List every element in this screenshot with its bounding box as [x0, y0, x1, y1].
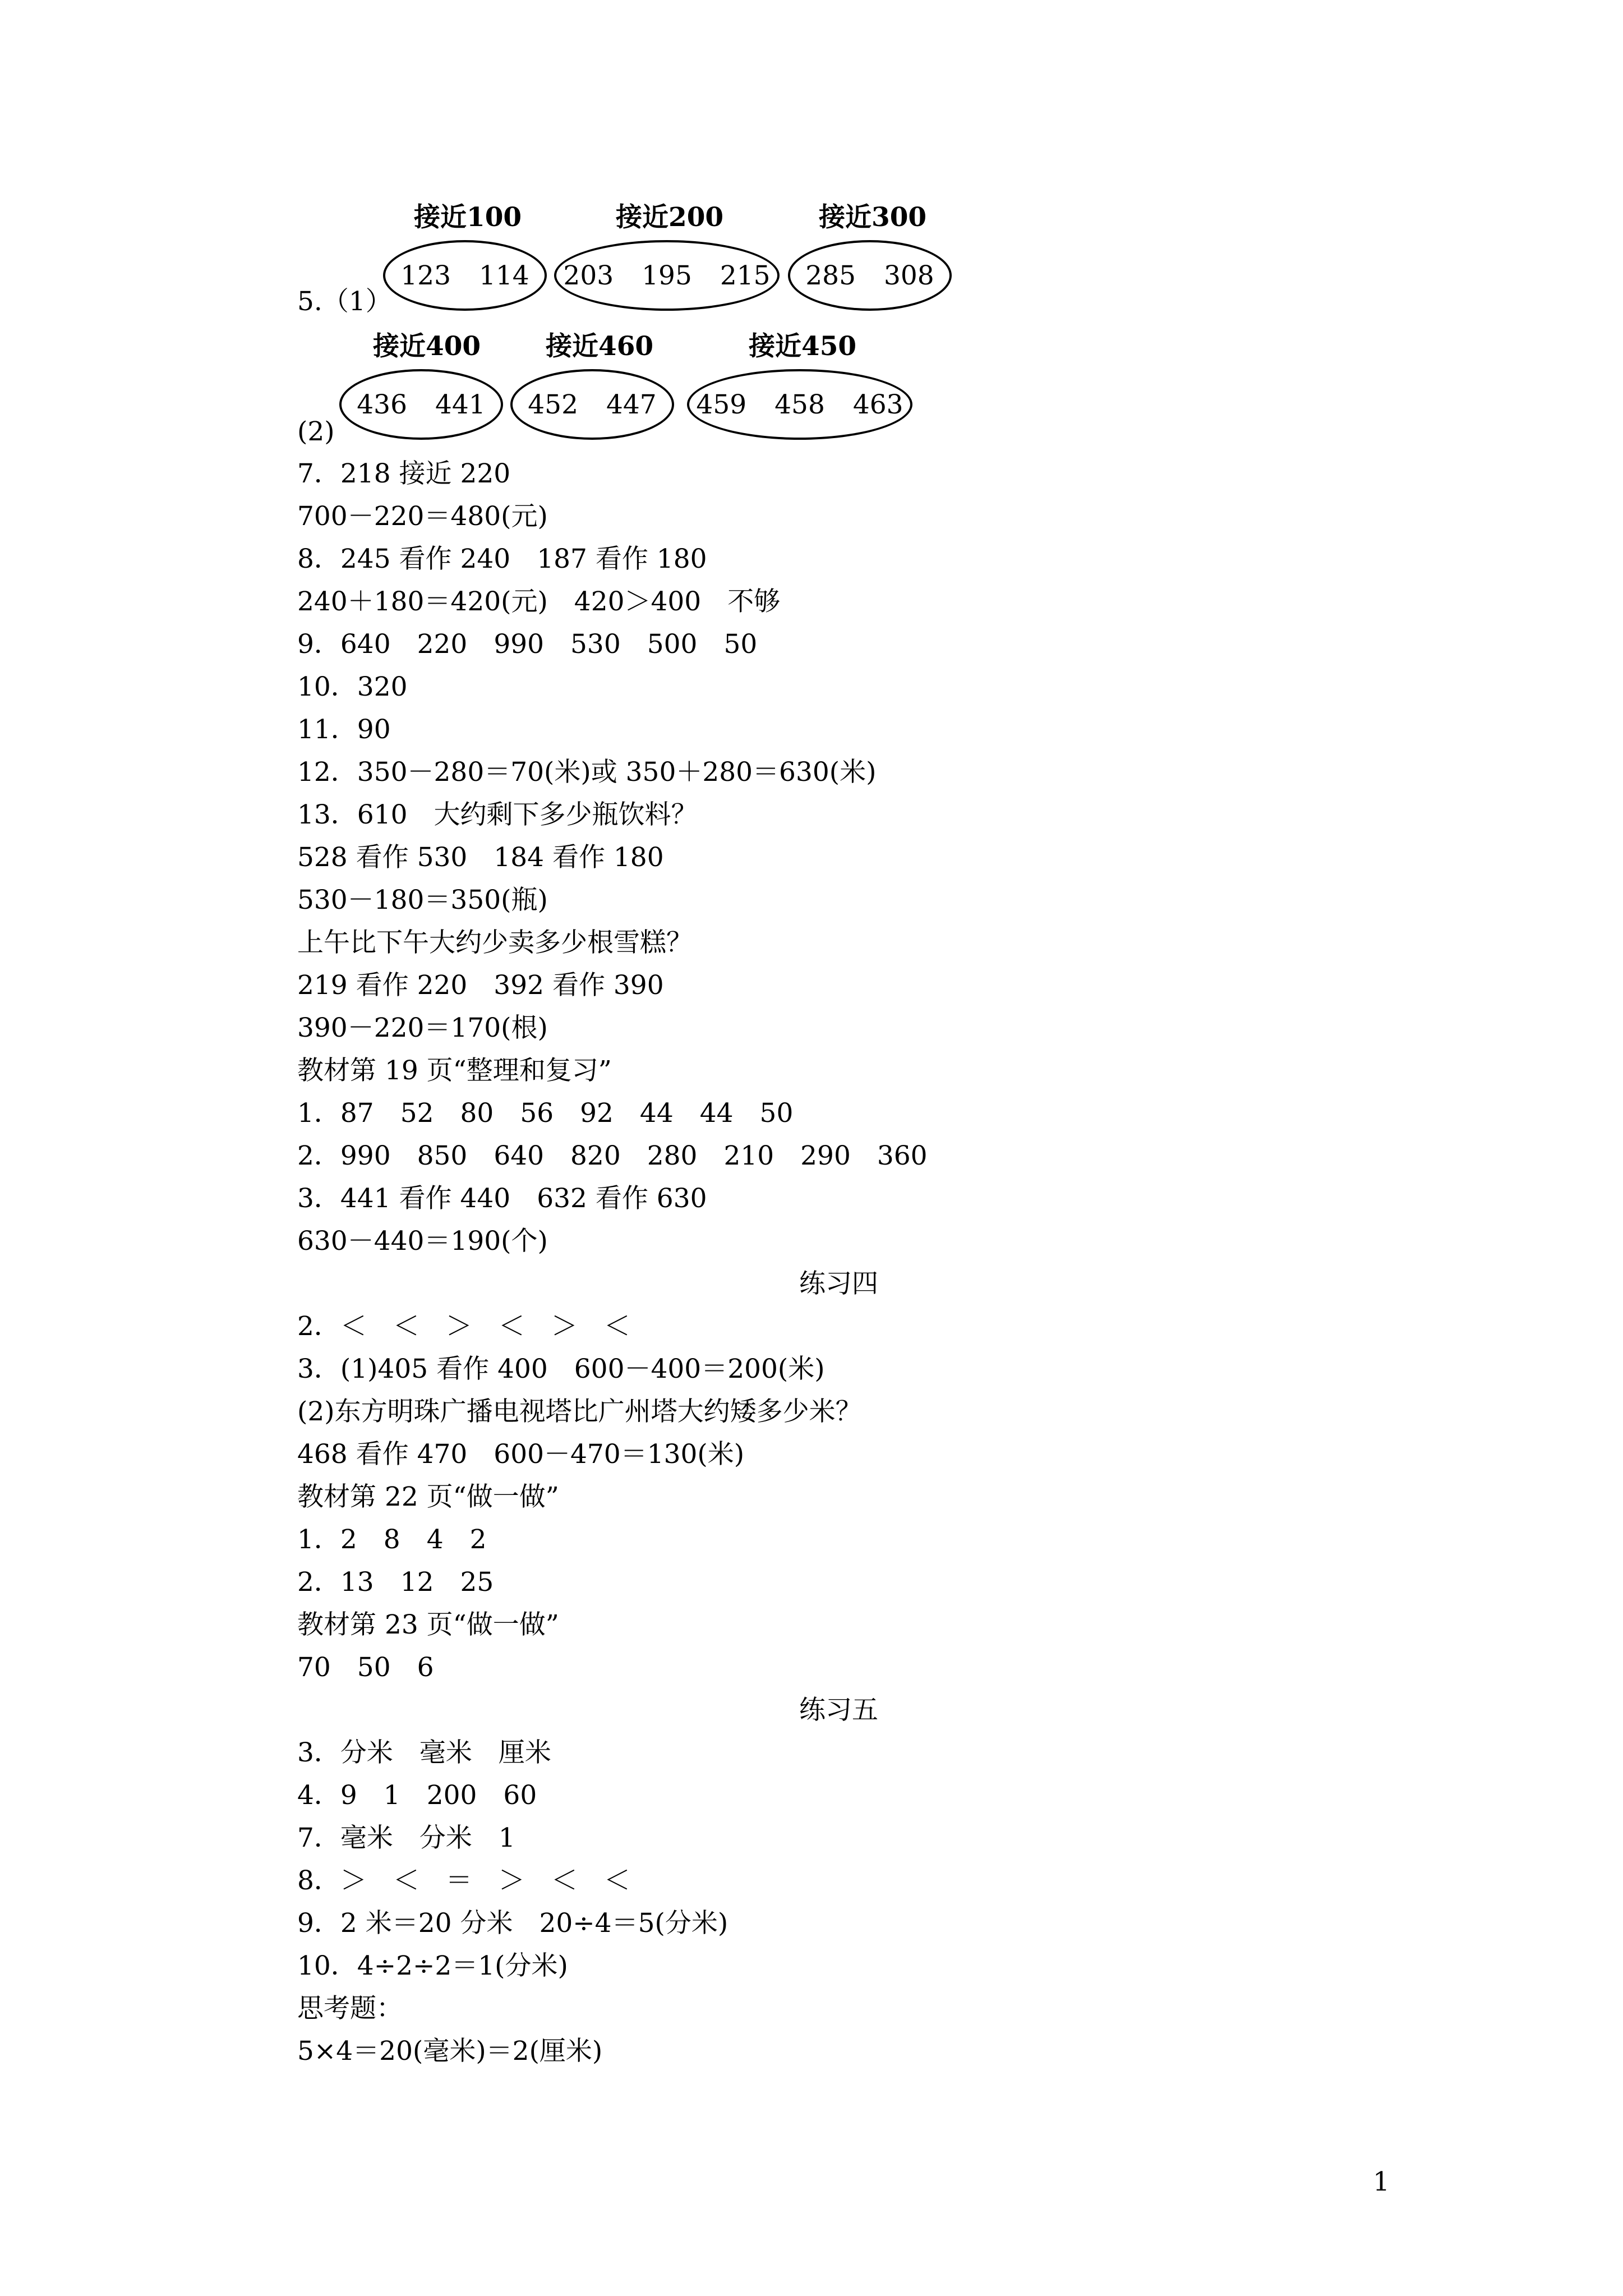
oval-number: 285	[805, 260, 856, 291]
answer-line: 528 看作 530 184 看作 180	[297, 842, 664, 873]
group-title: 接近200	[616, 202, 724, 233]
oval-number: 203	[563, 260, 614, 291]
group-title: 接近100	[414, 202, 522, 233]
answer-line: 3．441 看作 440 632 看作 630	[297, 1183, 707, 1214]
answer-line: 8．＞ ＜ ＝ ＞ ＜ ＜	[297, 1865, 630, 1896]
answer-line: 1．2 8 4 2	[297, 1524, 487, 1555]
page-number: 1	[1373, 2166, 1390, 2197]
answer-line: 教材第 23 页“做一做”	[297, 1609, 559, 1640]
answer-line: 3．分米 毫米 厘米	[297, 1737, 551, 1768]
answer-line: 9．2 米＝20 分米 20÷4＝5(分米)	[297, 1908, 728, 1939]
answer-line: 12．350－280＝70(米)或 350＋280＝630(米)	[297, 757, 877, 788]
answer-line: 530－180＝350(瓶)	[297, 885, 548, 915]
oval-number: 452	[528, 389, 578, 420]
item-label: 5.（1）	[297, 286, 392, 317]
oval-number: 441	[435, 389, 486, 420]
answer-line: 上午比下午大约少卖多少根雪糕？	[297, 927, 693, 958]
answer-line: 7．218 接近 220	[297, 458, 511, 489]
group-title: 接近450	[749, 331, 857, 362]
number-oval	[788, 240, 952, 311]
section-heading: 练习五	[799, 1695, 878, 1726]
oval-number: 447	[606, 389, 657, 420]
oval-number: 463	[852, 389, 903, 420]
oval-number: 436	[357, 389, 407, 420]
group-title: 接近300	[819, 202, 927, 233]
answer-line: 630－440＝190(个)	[297, 1226, 548, 1257]
group-title: 接近460	[546, 331, 654, 362]
answer-line: 教材第 19 页“整理和复习”	[297, 1055, 612, 1086]
oval-number: 195	[642, 260, 692, 291]
number-oval	[383, 240, 547, 311]
oval-number: 215	[720, 260, 771, 291]
answer-line: 8．245 看作 240 187 看作 180	[297, 544, 707, 574]
answer-line: (2)东方明珠广播电视塔比广州塔大约矮多少米？	[297, 1396, 862, 1427]
answer-line: 70 50 6	[297, 1652, 434, 1683]
oval-number: 458	[774, 389, 825, 420]
item-label: (2)	[297, 416, 335, 447]
answer-line: 3．(1)405 看作 400 600－400＝200(米)	[297, 1354, 825, 1384]
answer-line: 219 看作 220 392 看作 390	[297, 970, 664, 1001]
answer-line: 240＋180＝420(元) 420＞400 不够	[297, 586, 781, 617]
oval-number: 308	[884, 260, 934, 291]
answer-line: 10．4÷2÷2＝1(分米)	[297, 1950, 568, 1981]
answer-line: 2．990 850 640 820 280 210 290 360	[297, 1140, 928, 1171]
answer-line: 思考题：	[297, 1993, 403, 2024]
number-oval	[687, 369, 912, 440]
group-title: 接近400	[373, 331, 481, 362]
oval-number: 459	[696, 389, 747, 420]
section-heading: 练习四	[799, 1268, 878, 1299]
answer-line: 10．320	[297, 671, 408, 702]
answer-line: 教材第 22 页“做一做”	[297, 1481, 559, 1512]
number-oval	[510, 369, 674, 440]
answer-line: 11．90	[297, 714, 391, 745]
answer-line: 5×4＝20(毫米)＝2(厘米)	[297, 2036, 603, 2067]
oval-number: 114	[479, 260, 529, 291]
answer-line: 700－220＝480(元)	[297, 501, 548, 532]
answer-line: 390－220＝170(根)	[297, 1013, 548, 1043]
answer-line: 1．87 52 80 56 92 44 44 50	[297, 1098, 794, 1129]
answer-line: 13．610 大约剩下多少瓶饮料？	[297, 799, 698, 830]
answer-line: 4．9 1 200 60	[297, 1780, 537, 1811]
number-oval	[554, 240, 780, 311]
oval-number: 123	[400, 260, 451, 291]
answer-line: 9．640 220 990 530 500 50	[297, 629, 758, 660]
number-oval	[339, 369, 503, 440]
answer-line: 468 看作 470 600－470＝130(米)	[297, 1439, 745, 1470]
answer-line: 7．毫米 分米 1	[297, 1823, 515, 1853]
answer-line: 2．13 12 25	[297, 1567, 494, 1598]
answer-line: 2．＜ ＜ ＞ ＜ ＞ ＜	[297, 1311, 630, 1342]
